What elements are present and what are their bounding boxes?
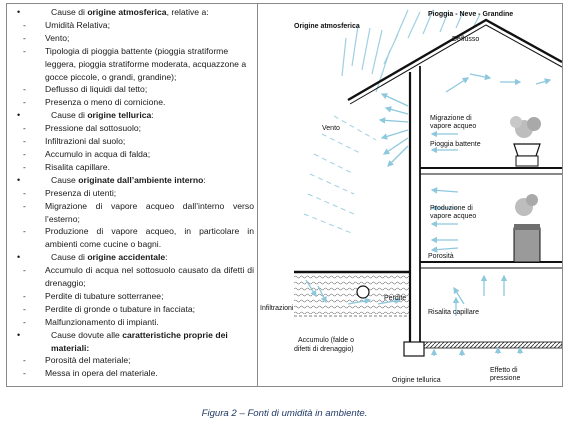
label-effetto-1: Effetto di bbox=[490, 367, 518, 374]
dash-marker: - bbox=[23, 316, 26, 327]
cause-bold-text: caratteristiche proprie dei materiali: bbox=[51, 329, 228, 353]
label-pioggia: Pioggia - Neve - Grandine bbox=[428, 11, 514, 18]
cause-text: Infiltrazioni dal suolo; bbox=[45, 136, 126, 147]
cause-detail-item bbox=[15, 96, 254, 109]
cause-detail-item bbox=[15, 83, 254, 96]
cause-text: : bbox=[151, 110, 154, 121]
dash-marker: - bbox=[23, 187, 26, 198]
cause-text: Accumulo in acqua di falda; bbox=[45, 148, 151, 159]
cause-category-item bbox=[15, 6, 254, 19]
cause-detail-item bbox=[15, 148, 254, 161]
dash-marker: - bbox=[23, 84, 26, 95]
dash-marker: - bbox=[23, 265, 26, 276]
cause-text: Umidità Relativa; bbox=[45, 19, 110, 30]
dash-marker: - bbox=[23, 136, 26, 147]
dash-marker: - bbox=[23, 45, 26, 56]
cause-bold-text: originate dall’ambiente interno bbox=[78, 174, 204, 185]
causes-column bbox=[7, 4, 258, 386]
cause-text: : bbox=[203, 174, 206, 185]
wind-rain-streaks bbox=[304, 116, 376, 234]
roof-line bbox=[348, 20, 562, 100]
label-pioggia-battente: Pioggia battente bbox=[430, 141, 481, 148]
cause-detail-item bbox=[15, 122, 254, 135]
causes-list bbox=[7, 4, 257, 380]
dash-marker: - bbox=[23, 148, 26, 159]
cause-detail-item bbox=[15, 303, 254, 316]
cause-text: Vento; bbox=[45, 32, 70, 43]
label-effetto-2: pressione bbox=[490, 375, 521, 382]
dash-marker: - bbox=[23, 19, 26, 30]
label-accumulo-1: Accumulo (falde o bbox=[298, 337, 355, 344]
cause-text: Produzione di vapore acqueo, in particolare in ambienti come cucine o bagni. bbox=[45, 226, 254, 250]
cause-text: Presenza o meno di cornicione. bbox=[45, 97, 166, 108]
cause-text: Perdite di gronde o tubature in facciata; bbox=[45, 303, 196, 314]
bullet-marker: • bbox=[17, 110, 21, 121]
cause-text: Cause dovute alle bbox=[51, 329, 123, 340]
footing bbox=[404, 342, 424, 356]
cause-bold-text: origine atmosferica bbox=[87, 7, 167, 17]
diagram-column bbox=[258, 4, 562, 386]
cause-text: Malfunzionamento di impianti. bbox=[45, 316, 159, 327]
dash-marker: - bbox=[23, 32, 26, 43]
cause-detail-item bbox=[15, 264, 254, 290]
figure-caption: Figura 2 – Fonti di umidità in ambiente. bbox=[201, 408, 368, 419]
cooking-pot-upper bbox=[510, 116, 541, 166]
label-migrazione-1: Migrazione di bbox=[430, 115, 472, 122]
cause-text: Presenza di utenti; bbox=[45, 187, 117, 198]
label-origine-tellurica: Origine tellurica bbox=[392, 377, 441, 384]
label-infiltrazioni: Infiltrazioni bbox=[260, 305, 294, 312]
cause-category-item bbox=[15, 174, 254, 187]
cause-detail-item bbox=[15, 19, 254, 32]
cause-text: Messa in opera del materiale. bbox=[45, 368, 158, 379]
cause-text: Pressione dal sottosuolo; bbox=[45, 123, 142, 134]
label-accumulo-2: difetti di drenaggio) bbox=[294, 346, 354, 353]
cause-text: Porosità del materiale; bbox=[45, 355, 131, 366]
cause-bold-text: origine tellurica bbox=[87, 110, 152, 121]
cause-detail-item bbox=[15, 161, 254, 174]
cause-text: Accumulo di acqua nel sottosuolo causato da difetti di drenaggio; bbox=[45, 265, 254, 289]
cause-category-item bbox=[15, 251, 254, 264]
cause-text: Cause di bbox=[51, 252, 88, 263]
bullet-marker: • bbox=[17, 329, 21, 340]
humidity-sources-diagram bbox=[258, 4, 562, 386]
cause-detail-item bbox=[15, 290, 254, 303]
label-migrazione-2: vapore acqueo bbox=[430, 123, 477, 130]
cause-detail-item bbox=[15, 45, 254, 84]
label-vento: Vento bbox=[322, 125, 340, 132]
cause-text: Cause di bbox=[51, 7, 88, 17]
cause-category-item bbox=[15, 329, 254, 355]
cause-detail-item bbox=[15, 225, 254, 251]
cause-text: Tipologia di pioggia battente (pioggia stratiforme leggera, pioggia stratiforme moderata, acquazzone a gocce piccole, o grandi, grandine); bbox=[45, 45, 247, 82]
cause-detail-item bbox=[15, 135, 254, 148]
dash-marker: - bbox=[23, 161, 26, 172]
cause-detail-item bbox=[15, 200, 254, 226]
bullet-marker: • bbox=[17, 7, 21, 17]
figure-frame bbox=[6, 3, 563, 387]
label-deflusso: Deflusso bbox=[452, 36, 480, 43]
cause-detail-item bbox=[15, 316, 254, 329]
drain-pipe bbox=[357, 286, 369, 298]
label-produzione-1: Produzione di bbox=[430, 205, 473, 212]
label-perdite: Perdite bbox=[384, 295, 407, 302]
cause-text: Risalita capillare. bbox=[45, 161, 110, 172]
label-risalita: Risalita capillare bbox=[428, 309, 479, 316]
bullet-marker: • bbox=[17, 174, 21, 185]
cause-text: Migrazione di vapore acqueo dall’interno verso l’esterno; bbox=[45, 200, 254, 224]
cause-detail-item bbox=[15, 354, 254, 367]
cause-detail-item bbox=[15, 32, 254, 45]
cooking-pot-lower bbox=[514, 194, 540, 262]
label-produzione-2: vapore acqueo bbox=[430, 213, 477, 220]
cause-text: Deflusso di liquidi dal tetto; bbox=[45, 84, 148, 95]
cause-text: Cause di bbox=[51, 110, 88, 121]
label-porosita: Porosità bbox=[428, 253, 454, 260]
soil-layer bbox=[294, 274, 410, 314]
dash-marker: - bbox=[23, 290, 26, 301]
cause-category-item bbox=[15, 109, 254, 122]
cause-text: Perdite di tubature sotterranee; bbox=[45, 290, 164, 301]
dash-marker: - bbox=[23, 355, 26, 366]
dash-marker: - bbox=[23, 200, 26, 211]
cause-bold-text: origine accidentale bbox=[87, 252, 166, 263]
dash-marker: - bbox=[23, 368, 26, 379]
cause-text: Cause bbox=[51, 174, 79, 185]
label-origine-atmosferica: Origine atmosferica bbox=[294, 23, 360, 30]
cause-text: : bbox=[165, 252, 168, 263]
foundation-slab bbox=[420, 342, 562, 348]
cause-detail-item bbox=[15, 367, 254, 380]
dash-marker: - bbox=[23, 226, 26, 237]
dash-marker: - bbox=[23, 123, 26, 134]
dash-marker: - bbox=[23, 303, 26, 314]
cause-detail-item bbox=[15, 187, 254, 200]
cause-text: , relative a: bbox=[166, 7, 209, 17]
dash-marker: - bbox=[23, 97, 26, 108]
bullet-marker: • bbox=[17, 252, 21, 263]
